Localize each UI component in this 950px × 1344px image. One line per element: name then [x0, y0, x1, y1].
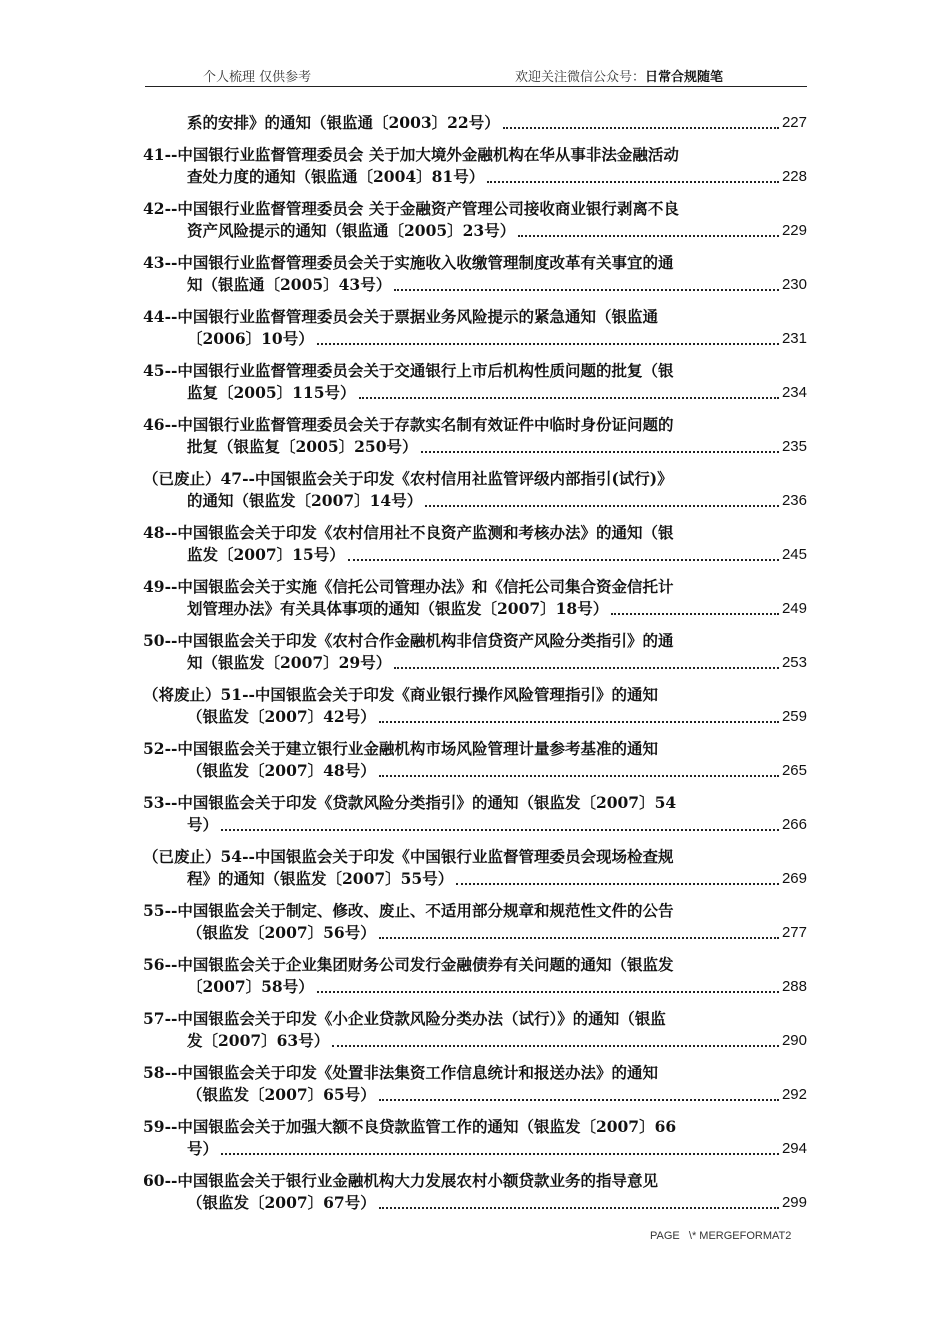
toc-entry-title-line: 50--中国银监会关于印发《农村合作金融机构非信贷资产风险分类指引》的通 — [143, 631, 674, 650]
toc-entry[interactable] — [143, 360, 807, 404]
toc-entry-title-line: 52--中国银监会关于建立银行业金融机构市场风险管理计量参考基准的通知 — [143, 739, 658, 758]
toc-entry[interactable] — [143, 1116, 807, 1160]
dot-leader — [487, 181, 779, 183]
toc-entry-title-continuation: 批复（银监复〔2005〕250号） — [187, 437, 418, 456]
dot-leader — [332, 1045, 779, 1047]
toc-entry[interactable] — [143, 144, 807, 188]
toc-page-number: 269 — [781, 870, 807, 887]
dot-leader — [394, 667, 779, 669]
toc-page-number: 288 — [781, 978, 807, 995]
header-account-name: 日常合规随笔 — [645, 70, 724, 85]
dot-leader — [425, 505, 779, 507]
toc-page-number: 277 — [781, 924, 807, 941]
toc-entry-continuation-line — [143, 868, 807, 890]
toc-page-number: 266 — [781, 816, 807, 833]
toc-entry-continuation-line — [143, 544, 807, 566]
dot-leader — [379, 937, 779, 939]
toc-page-number: 290 — [781, 1032, 807, 1049]
toc-entry-title-line: （已废止）54--中国银监会关于印发《中国银行业监督管理委员会现场检查规 — [143, 847, 674, 866]
toc-page-number: 236 — [781, 492, 807, 509]
toc-entry-continuation-line — [143, 328, 807, 350]
toc-entry-title-line: 44--中国银行业监督管理委员会关于票据业务风险提示的紧急通知（银监通 — [143, 307, 658, 326]
dot-leader — [379, 1207, 779, 1209]
toc-entry-title-line: 58--中国银监会关于印发《处置非法集资工作信息统计和报送办法》的通知 — [143, 1063, 658, 1082]
toc-entry-title-continuation: （银监发〔2007〕48号） — [187, 761, 376, 780]
toc-entry-continuation-line — [143, 436, 807, 458]
toc-entry-continuation-line — [143, 1138, 807, 1160]
dot-leader — [379, 721, 779, 723]
toc-page-number: 249 — [781, 600, 807, 617]
toc-entry-title-continuation: 程》的通知（银监发〔2007〕55号） — [187, 869, 454, 888]
toc-entry-title-continuation: 〔2006〕10号） — [187, 329, 314, 348]
dot-leader — [221, 1153, 779, 1155]
toc-page-number: 294 — [781, 1140, 807, 1157]
toc-entry[interactable] — [143, 900, 807, 944]
dot-leader — [421, 451, 779, 453]
toc-entry[interactable] — [143, 522, 807, 566]
toc-entry[interactable] — [143, 1170, 807, 1214]
toc-entry-continuation-line — [143, 1030, 807, 1052]
dot-leader — [348, 559, 779, 561]
toc-entry-title-line: 56--中国银监会关于企业集团财务公司发行金融债券有关问题的通知（银监发 — [143, 955, 674, 974]
toc-entry-title-line: （将废止）51--中国银监会关于印发《商业银行操作风险管理指引》的通知 — [143, 685, 658, 704]
toc-entry-title-continuation: 〔2007〕58号） — [187, 977, 314, 996]
dot-leader — [379, 775, 779, 777]
toc-entry-title-line: 45--中国银行业监督管理委员会关于交通银行上市后机构性质问题的批复（银 — [143, 361, 674, 380]
dot-leader — [611, 613, 779, 615]
toc-entry-title-line: 53--中国银监会关于印发《贷款风险分类指引》的通知（银监发〔2007〕54 — [143, 793, 677, 812]
toc-entry-title-continuation: 号） — [187, 1139, 219, 1158]
toc-entry-title-line: 41--中国银行业监督管理委员会 关于加大境外金融机构在华从事非法金融活动 — [143, 145, 679, 164]
toc-entry[interactable] — [143, 738, 807, 782]
toc-entry-continuation-line — [143, 490, 807, 512]
toc-entry-title-continuation: （银监发〔2007〕42号） — [187, 707, 376, 726]
toc-entry-title-continuation: （银监发〔2007〕65号） — [187, 1085, 376, 1104]
dot-leader — [317, 991, 779, 993]
toc-entry-title-continuation: 知（银监通〔2005〕43号） — [187, 275, 392, 294]
dot-leader — [317, 343, 779, 345]
table-of-contents — [143, 112, 807, 1224]
toc-entry-continuation-line — [143, 652, 807, 674]
toc-entry-continuation-line — [143, 814, 807, 836]
toc-entry-title-line: 48--中国银监会关于印发《农村信用社不良资产监测和考核办法》的通知（银 — [143, 523, 674, 542]
toc-entry[interactable] — [143, 112, 807, 134]
toc-entry[interactable] — [143, 846, 807, 890]
toc-entry[interactable] — [143, 684, 807, 728]
toc-entry-title-continuation: 知（银监发〔2007〕29号） — [187, 653, 392, 672]
toc-entry-title-line: 57--中国银监会关于印发《小企业贷款风险分类办法（试行）》的通知（银监 — [143, 1009, 666, 1028]
page-header — [145, 66, 807, 87]
toc-entry[interactable] — [143, 954, 807, 998]
toc-page-number: 259 — [781, 708, 807, 725]
toc-page-number: 234 — [781, 384, 807, 401]
toc-entry[interactable] — [143, 576, 807, 620]
dot-leader — [221, 829, 779, 831]
toc-entry-title-continuation: 发〔2007〕63号） — [187, 1031, 330, 1050]
dot-leader — [503, 127, 779, 129]
page-footer-field-code: PAGE \* MERGEFORMAT2 — [650, 1230, 792, 1242]
toc-page-number: 299 — [781, 1194, 807, 1211]
toc-entry-title-continuation: 监发〔2007〕15号） — [187, 545, 345, 564]
toc-page-number: 253 — [781, 654, 807, 671]
toc-page-number: 245 — [781, 546, 807, 563]
toc-entry-title-continuation: 系的安排》的通知（银监通〔2003〕22号） — [187, 113, 500, 132]
toc-page-number: 292 — [781, 1086, 807, 1103]
dot-leader — [379, 1099, 779, 1101]
toc-entry-title-line: 46--中国银行业监督管理委员会关于存款实名制有效证件中临时身份证问题的 — [143, 415, 674, 434]
toc-entry-continuation-line — [143, 922, 807, 944]
toc-entry-title-continuation: 划管理办法》有关具体事项的通知（银监发〔2007〕18号） — [187, 599, 609, 618]
header-right-text — [515, 66, 723, 85]
dot-leader — [359, 397, 779, 399]
toc-entry[interactable] — [143, 792, 807, 836]
dot-leader — [456, 883, 779, 885]
toc-entry-continuation-line — [143, 220, 807, 242]
toc-entry[interactable] — [143, 198, 807, 242]
toc-entry[interactable] — [143, 468, 807, 512]
toc-entry[interactable] — [143, 1008, 807, 1052]
toc-entry-title-line: （已废止）47--中国银监会关于印发《农村信用社监管评级内部指引(试行)》 — [143, 469, 673, 488]
toc-entry-title-continuation: 号） — [187, 815, 219, 834]
toc-entry-continuation-line — [143, 112, 807, 134]
toc-entry-title-continuation: （银监发〔2007〕56号） — [187, 923, 376, 942]
toc-page-number: 235 — [781, 438, 807, 455]
toc-entry[interactable] — [143, 630, 807, 674]
toc-entry-title-line: 59--中国银监会关于加强大额不良贷款监管工作的通知（银监发〔2007〕66 — [143, 1117, 677, 1136]
dot-leader — [518, 235, 779, 237]
toc-page-number: 230 — [781, 276, 807, 293]
toc-entry-continuation-line — [143, 1192, 807, 1214]
dot-leader — [394, 289, 779, 291]
toc-entry[interactable] — [143, 1062, 807, 1106]
toc-entry-title-line: 60--中国银监会关于银行业金融机构大力发展农村小额贷款业务的指导意见 — [143, 1171, 658, 1190]
toc-entry-continuation-line — [143, 598, 807, 620]
toc-entry-continuation-line — [143, 274, 807, 296]
toc-entry[interactable] — [143, 252, 807, 296]
toc-entry-continuation-line — [143, 382, 807, 404]
toc-entry-title-continuation: 监复〔2005〕115号） — [187, 383, 356, 402]
toc-entry-continuation-line — [143, 1084, 807, 1106]
toc-entry-title-continuation: 资产风险提示的通知（银监通〔2005〕23号） — [187, 221, 516, 240]
toc-entry-title-continuation: 的通知（银监发〔2007〕14号） — [187, 491, 423, 510]
header-right-prefix: 欢迎关注微信公众号： — [515, 70, 646, 85]
toc-entry-title-line: 42--中国银行业监督管理委员会 关于金融资产管理公司接收商业银行剥离不良 — [143, 199, 679, 218]
toc-entry[interactable] — [143, 306, 807, 350]
toc-entry-continuation-line — [143, 166, 807, 188]
toc-page-number: 265 — [781, 762, 807, 779]
toc-entry-title-line: 49--中国银监会关于实施《信托公司管理办法》和《信托公司集合资金信托计 — [143, 577, 674, 596]
toc-entry-continuation-line — [143, 976, 807, 998]
toc-page-number: 228 — [781, 168, 807, 185]
toc-page-number: 229 — [781, 222, 807, 239]
toc-entry-title-line: 55--中国银监会关于制定、修改、废止、不适用部分规章和规范性文件的公告 — [143, 901, 674, 920]
toc-entry-continuation-line — [143, 706, 807, 728]
toc-entry-title-line: 43--中国银行业监督管理委员会关于实施收入收缴管理制度改革有关事宜的通 — [143, 253, 674, 272]
toc-page-number: 227 — [781, 114, 807, 131]
header-left-text: 个人梳理 仅供参考 — [203, 70, 312, 85]
toc-entry[interactable] — [143, 414, 807, 458]
toc-entry-title-continuation: （银监发〔2007〕67号） — [187, 1193, 376, 1212]
toc-entry-continuation-line — [143, 760, 807, 782]
toc-entry-title-continuation: 查处力度的通知（银监通〔2004〕81号） — [187, 167, 485, 186]
toc-page-number: 231 — [781, 330, 807, 347]
